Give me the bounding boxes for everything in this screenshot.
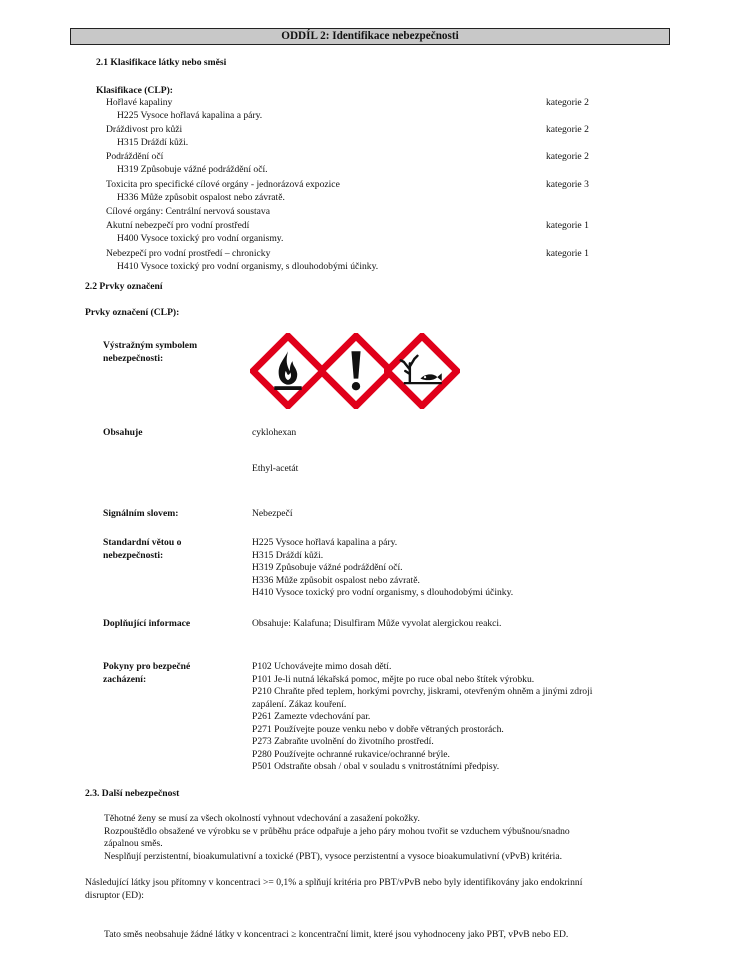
precautionary-statement: P261 Zamezte vdechování par. [252,711,371,722]
classification-row [106,110,706,123]
hazard-statement: H319 Způsobuje vážné podráždění očí. [117,164,268,175]
contains-item: Ethyl-acetát [252,463,299,474]
target-organs: Cílové orgány: Centrální nervová soustava [106,206,270,217]
precautionary-label: Pokyny pro bezpečné zacházení: [103,661,191,685]
classification-row [106,261,706,274]
classification-row [106,151,706,164]
heading-2-3: 2.3. Další nebezpečnost [85,788,180,799]
pbt-substances-text: Následující látky jsou přítomny v koncentraci >= 0,1% a splňují kritéria pro PBT/vPvB nebo byly identifikovány jako endokrinní disruptor (ED): [85,877,583,901]
hazard-statement: H319 Způsobuje vážné podráždění očí. [252,562,403,573]
classification-category: kategorie 2 [546,124,589,135]
supplemental-info-text: Obsahuje: Kalafuna; Disulfiram Může vyvolat alergickou reakci. [252,618,502,629]
classification-row [106,179,706,192]
classification-row [106,97,706,110]
exclamation-icon [318,333,394,409]
contains-item: cyklohexan [252,427,297,438]
classification-category: kategorie 2 [546,151,589,162]
classification-label: Podráždění očí [106,151,164,162]
precautionary-statement: P273 Zabraňte uvolnění do životního prostředí. [252,736,434,747]
precautionary-list [252,661,592,774]
classification-row [106,248,706,261]
supplemental-info-label: Doplňující informace [103,618,191,629]
classification-row [106,124,706,137]
precautionary-statement: P501 Odstraňte obsah / obal v souladu s vnitrostátními předpisy. [252,761,500,772]
classification-label: Akutní nebezpečí pro vodní prostředí [106,220,250,231]
classification-row [106,206,706,219]
hazard-statement: H225 Vysoce hořlavá kapalina a páry. [117,110,263,121]
contains-label: Obsahuje [103,427,143,438]
classification-category: kategorie 3 [546,179,589,190]
classification-row [106,164,706,177]
hazard-statement: H336 Může způsobit ospalost nebo závratě. [117,192,285,203]
classification-category: kategorie 1 [546,248,589,259]
classification-category: kategorie 2 [546,97,589,108]
pbt-final-statement: Tato směs neobsahuje žádné látky v koncentraci ≥ koncentrační limit, které jsou vyhodnoceny jako PBT, vPvB nebo ED. [104,929,569,940]
heading-2-1: 2.1 Klasifikace látky nebo směsi [96,57,227,68]
environment-icon [384,333,460,409]
classification-label: Toxicita pro specifické cílové orgány - jednorázová expozice [106,179,340,190]
classification-row [106,137,706,150]
classification-category: kategorie 1 [546,220,589,231]
hazard-statements-list [252,537,513,600]
precautionary-statement: P210 Chraňte před teplem, horkými povrchy, jiskrami, otevřeným ohněm a jinými zdroji [252,686,593,697]
precautionary-statement: zapálení. Zákaz kouření. [252,698,347,710]
hazard-statements-label: Standardní větou o nebezpečnosti: [103,537,182,561]
other-hazards-paragraph: Těhotné ženy se musí za všech okolností vyhnout vdechování a zasažení pokožky. Rozpouštědlo obsažené ve výrobku se v průběhu práce odpařuje a jeho páry mohou tvořit se vzduchem výbušnou/snadno zápalnou směs. Nesplňují perzistentní, bioakumulativní a toxické (PBT), vysoce perzistentní a vysoce bioakumulativní (vPvB) kritéria. [104,813,570,862]
hazard-statement: H336 Může způsobit ospalost nebo závratě. [252,574,420,586]
classification-label: Nebezpečí pro vodní prostředí – chronicky [106,248,271,259]
classification-row [106,192,706,205]
signal-word: Nebezpečí [252,508,293,519]
signal-word-label: Signálním slovem: [103,508,179,519]
classification-row [106,220,706,233]
hazard-statement: H410 Vysoce toxický pro vodní organismy, s dlouhodobými účinky. [252,587,514,598]
classification-label: Dráždivost pro kůži [106,124,183,135]
hazard-statement: H400 Vysoce toxický pro vodní organismy. [117,233,284,244]
precautionary-statement: P280 Používejte ochranné rukavice/ochranné brýle. [252,748,450,760]
clp-elements-heading: Prvky označení (CLP): [85,307,180,318]
precautionary-statement: P101 Je-li nutná lékařská pomoc, mějte po ruce obal nebo štítek výrobku. [252,673,535,685]
heading-2-2: 2.2 Prvky označení [85,281,163,292]
hazard-statement: H410 Vysoce toxický pro vodní organismy, s dlouhodobými účinky. [117,261,379,272]
section-title: ODDÍL 2: Identifikace nebezpečnosti [70,28,670,45]
classification-row [106,233,706,246]
hazard-statement: H315 Dráždí kůži. [117,137,189,148]
precautionary-statement: P271 Používejte pouze venku nebo v dobře větraných prostorách. [252,723,504,735]
precautionary-statement: P102 Uchovávejte mimo dosah dětí. [252,661,392,672]
clp-classification-heading: Klasifikace (CLP): [96,85,174,96]
flame-icon [250,333,326,409]
hazard-statement: H225 Vysoce hořlavá kapalina a páry. [252,537,398,548]
hazard-statement: H315 Dráždí kůži. [252,549,324,561]
pictogram-label: Výstražným symbolem nebezpečnosti: [103,340,198,364]
classification-label: Hořlavé kapaliny [106,97,173,108]
